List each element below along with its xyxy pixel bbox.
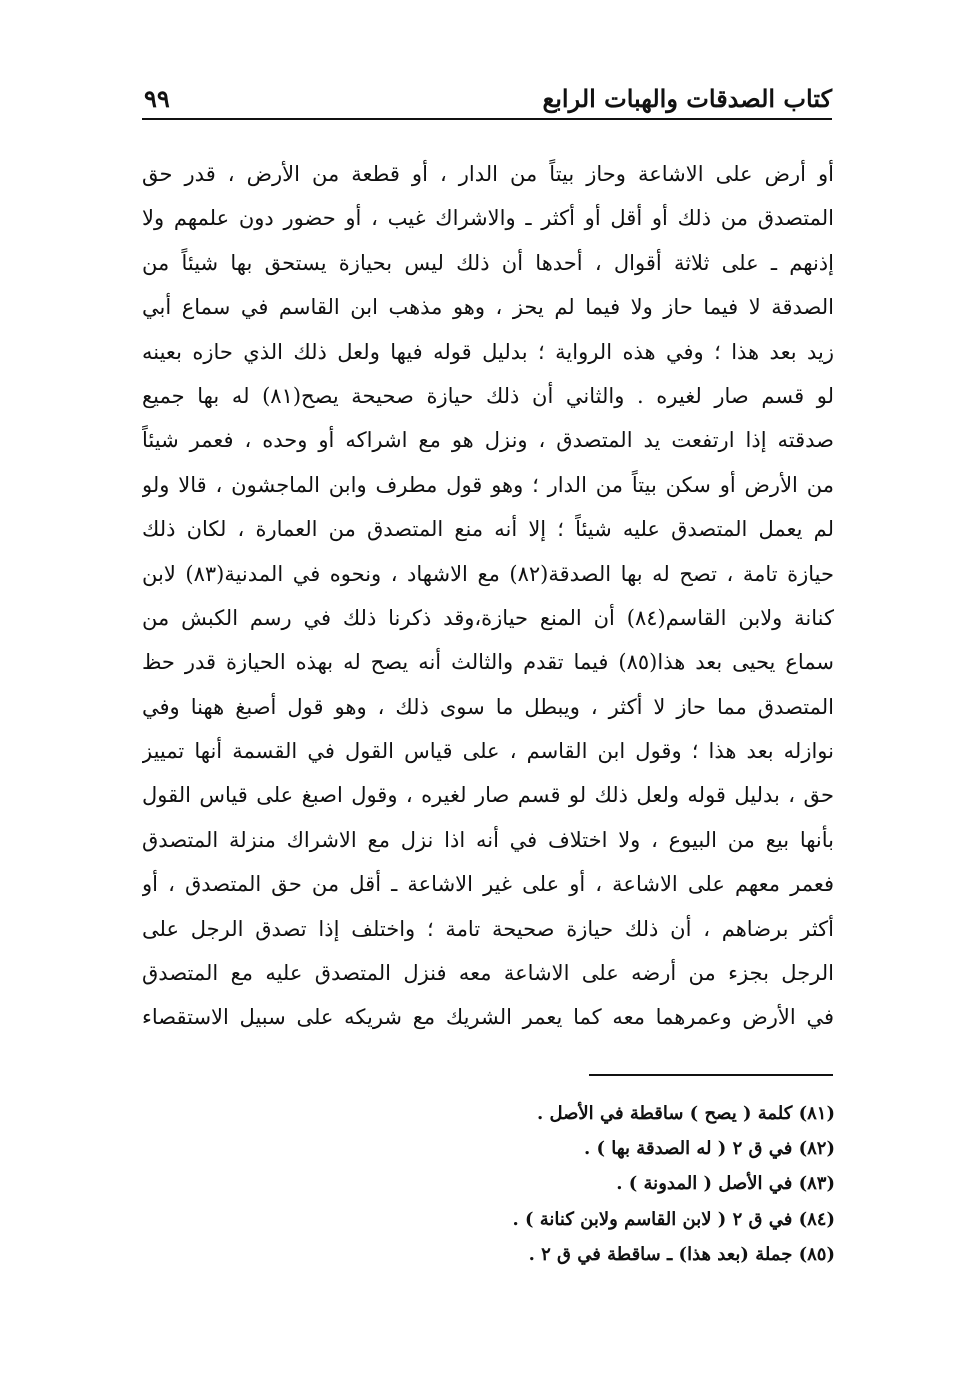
footnote-81: (٨١) كلمة ( يصح ) ساقطة في الأصل . — [536, 1103, 835, 1124]
text-line: زيد بعد هذا ؛ وفي هذه الرواية ؛ بدليل قوله فيها ولعل ذلك الذي حازه بعينه — [142, 339, 834, 364]
text-line: المتصدق من ذلك أو أقل أو أكثر ـ والاشراك غيب ، أو حضور دون علمهم ولا — [142, 206, 834, 231]
running-header — [142, 82, 832, 120]
text-line: لم يعمل المتصدق عليه شيئاً ؛ إلا أنه منع المتصدق من العمارة ، لكان ذلك — [142, 517, 834, 542]
text-line: أو أرض على الاشاعة وحاز بيتاً من الدار ، أو قطعة من الأرض ، قدر حق — [142, 162, 834, 186]
text-line: صدقته إذا ارتفعت يد المتصدق ، ونزل هو مع اشراكه أو وحده ، فعمر شيئاً — [142, 428, 834, 453]
text-line: لو قسم صار لغيره . والثاني أن ذلك حيازة صحيحة يصح(٨١) له بها جميع — [142, 383, 834, 408]
text-line: حيازة تامة ، تصح له بها الصدقة(٨٢) مع الاشهاد ، ونحوه في المدنية(٨٣) لابن — [142, 561, 834, 586]
text-line: حق ، بدليل قوله ولعل ذلك لو قسم صار لغيره ، وقول اصبغ على قياس القول — [142, 783, 834, 808]
text-line: كنانة ولابن القاسم(٨٤) أن المنع حيازة،وقد ذكرنا ذلك في رسم الكبش من — [142, 605, 834, 630]
text-line: سماع يحيى بعد هذا(٨٥) فيما تقدم والثالث أنه يصح له بهذه الحيازة قدر حظ — [142, 650, 834, 675]
text-line: من الأرض أو سكن بيتاً من الدار ؛ وهو قول مطرف وابن الماجشون ، قالا ولو — [142, 472, 834, 497]
text-line: المتصدق مما حاز لا أكثر ، ويبطل ما سوى ذلك ، وهو قول أصبغ ههنا وفي — [142, 694, 834, 719]
text-line: الرجل بجزء من أرضه على الاشاعة معه فنزل المتصدق عليه مع المتصدق — [142, 961, 834, 986]
text-line: نوازله بعد هذا ؛ وقول ابن القاسم ، على قياس القول في القسمة أنها تمييز — [142, 739, 834, 764]
footnote-82: (٨٢) في ق ٢ ( له الصدقة بها ) . — [583, 1138, 835, 1160]
footnotes — [275, 1096, 835, 1272]
page-number: ٩٩ — [144, 84, 170, 113]
text-line: الصدقة لا فيما حاز ولا فيما لم يحز ، وهو مذهب ابن القاسم في سماع أبي — [142, 295, 834, 320]
running-title: كتاب الصدقات والهبات الرابع — [542, 84, 832, 113]
main-text — [142, 152, 834, 1040]
footnote-divider — [589, 1074, 833, 1076]
text-line: بأنها بيع من البيوع ، ولا اختلاف في أنه اذا نزل مع الاشراك منزلة المتصدق — [142, 827, 834, 852]
footnote-83: (٨٣) في الأصل ( المدونة ) . — [616, 1173, 835, 1195]
text-line: أكثر برضاهم ، أن ذلك حيازة صحيحة تامة ؛ واختلف إذا تصدق الرجل على — [142, 916, 834, 941]
footnote-84: (٨٤) في ق ٢ ( لابن القاسم ولابن كنانة ) . — [512, 1208, 835, 1230]
text-line: فعمر معهم على الاشاعة ، أو على غير الاشاعة ـ أقل من حق المتصدق ، أو — [142, 872, 834, 897]
text-line: في الأرض وعمرهما معه كما يعمر الشريك مع شريكه على سبيل الاستقصاء — [142, 1005, 834, 1030]
footnote-85: (٨٥) جملة (بعد هذا) ـ ساقطة في ق ٢ . — [528, 1243, 835, 1265]
text-line: إذنهم ـ على ثلاثة أقوال ، أحدها أن ذلك ليس بحيازة يستحق بها شيئاً من — [142, 250, 834, 275]
